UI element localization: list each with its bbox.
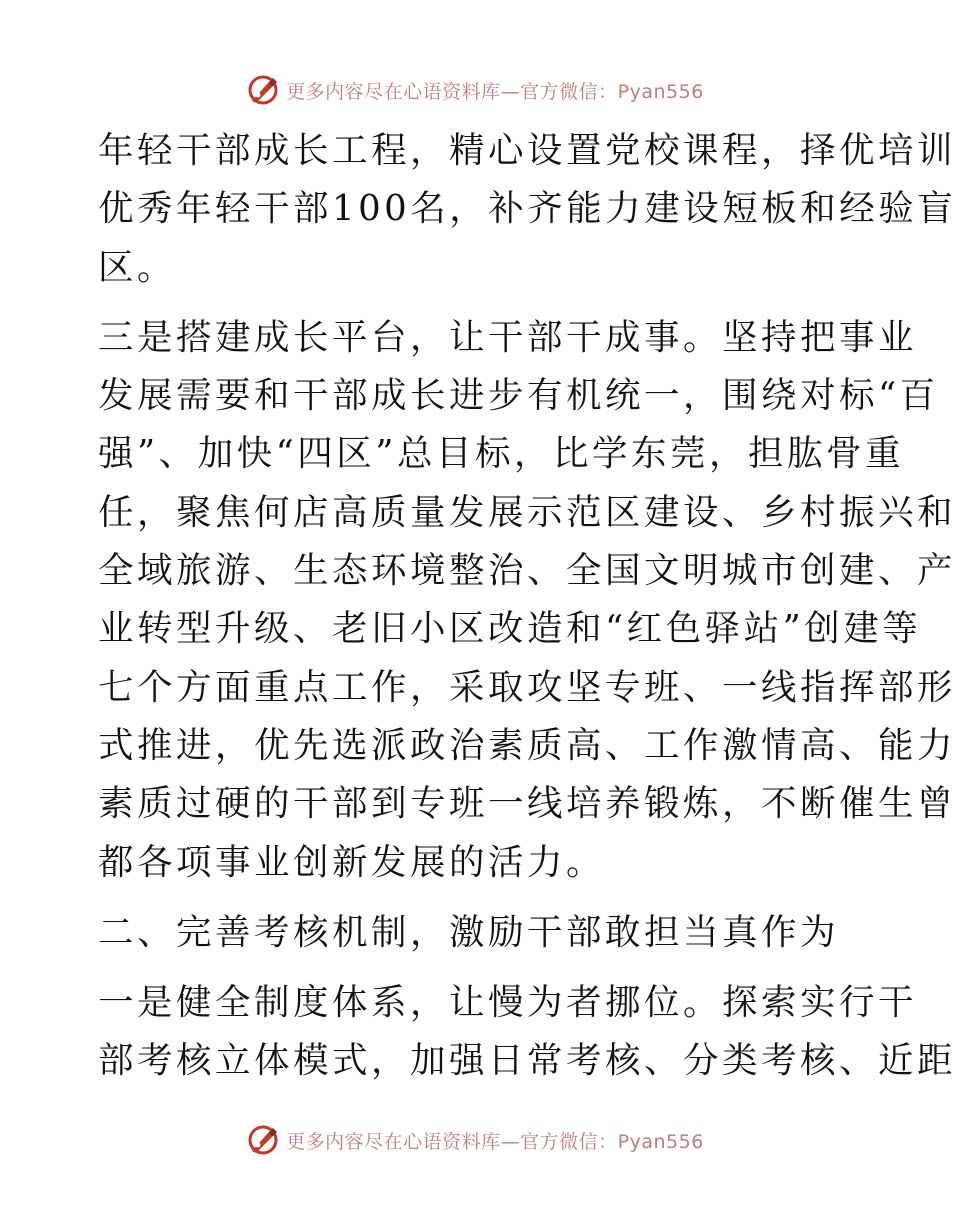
- paragraph: [98, 309, 956, 892]
- text-line: 三是搭建成长平台，让干部干成事。坚持把事业: [98, 316, 918, 358]
- text-line: 式推进，优先选派政治素质高、工作激情高、能力: [98, 724, 956, 766]
- pen-logo-icon: [246, 73, 280, 107]
- document-body: [98, 122, 956, 1091]
- paragraph: [98, 122, 956, 297]
- text-line: 发展需要和干部成长进步有机统一，围绕对标“百: [98, 375, 939, 417]
- text-line: 任，聚焦何店高质量发展示范区建设、乡村振兴和: [98, 491, 956, 533]
- text-line: 区。: [98, 246, 177, 288]
- text-line: 强”、加快“四区”总目标，比学东莞，担肱骨重: [98, 433, 904, 475]
- watermark-header: [0, 70, 950, 110]
- text-line: 素质过硬的干部到专班一线培养锻炼，不断催生曾: [98, 783, 956, 825]
- text-line: 部考核立体模式，加强日常考核、分类考核、近距: [98, 1040, 956, 1082]
- text-line: 一是健全制度体系，让慢为者挪位。探索实行干: [98, 982, 918, 1024]
- watermark-footer: [0, 1120, 950, 1160]
- text-line: 七个方面重点工作，采取攻坚专班、一线指挥部形: [98, 666, 956, 708]
- text-line: 年轻干部成长工程，精心设置党校课程，择优培训: [98, 130, 956, 171]
- text-line: 都各项事业创新发展的活力。: [98, 841, 606, 883]
- text-line: 优秀年轻干部100名，补齐能力建设短板和经验盲: [98, 188, 956, 230]
- paragraph: [98, 974, 956, 1091]
- watermark-text: 更多内容尽在心语资料库—官方微信：Pyan556: [286, 1130, 704, 1153]
- text-line: 全域旅游、生态环境整治、全国文明城市创建、产: [98, 550, 956, 592]
- pen-logo-icon: [246, 1123, 280, 1157]
- section-heading: [98, 904, 858, 962]
- text-line: 业转型升级、老旧小区改造和“红色驿站”创建等: [98, 608, 922, 650]
- watermark-text: 更多内容尽在心语资料库—官方微信：Pyan556: [286, 80, 704, 103]
- heading-line: 二、完善考核机制，激励干部敢担当真作为: [98, 911, 840, 953]
